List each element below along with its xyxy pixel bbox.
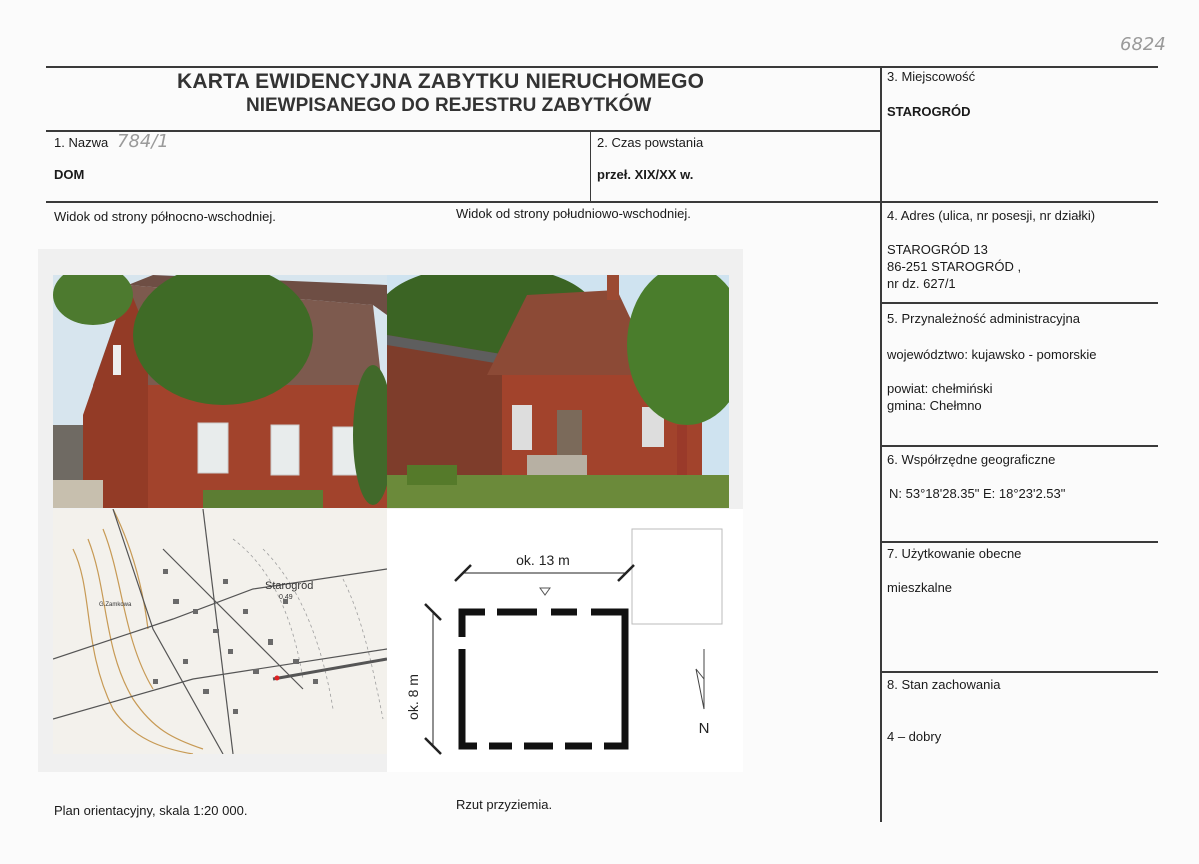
caption-map: Plan orientacyjny, skala 1:20 000.	[54, 803, 248, 818]
date-value: przeł. XIX/XX w.	[597, 167, 694, 182]
admin-label: 5. Przynależność administracyjna	[887, 311, 1080, 326]
name-value: DOM	[54, 167, 85, 182]
date-label: 2. Czas powstania	[597, 135, 704, 150]
condition-value: 4 – dobry	[887, 729, 942, 744]
place-value: STAROGRÓD	[887, 104, 971, 119]
card-title-line1: KARTA EWIDENCYJNA ZABYTKU NIERUCHOMEGO	[177, 70, 705, 93]
ground-plan	[387, 509, 743, 772]
row-divider-use	[882, 671, 1158, 673]
photo-north-east-view	[53, 275, 387, 508]
map-overview	[53, 509, 387, 754]
use-label: 7. Użytkowanie obecne	[887, 546, 1022, 561]
name-label: 1. Nazwa	[54, 135, 109, 150]
address-label: 4. Adres (ulica, nr posesji, nr działki)	[887, 208, 1096, 223]
top-border	[46, 66, 1158, 68]
name-handwritten: 784/1	[117, 131, 169, 152]
north-label: N	[698, 720, 710, 737]
map-height-label: 0.49	[279, 594, 293, 601]
plan-width-label: ok. 13 m	[516, 552, 570, 568]
coords-label: 6. Współrzędne geograficzne	[887, 452, 1056, 467]
admin-commune: gmina: Chełmno	[887, 398, 982, 413]
row-divider-1	[46, 201, 1158, 203]
photo-south-east-view	[387, 275, 729, 508]
admin-county: powiat: chełmiński	[887, 381, 993, 396]
name-date-divider	[590, 131, 591, 201]
card-title-line2: NIEWPISANEGO DO REJESTRU ZABYTKÓW	[246, 95, 652, 116]
coords-value: N: 53°18'28.35" E: 18°23'2.53"	[889, 486, 1066, 501]
caption-plan: Rzut przyziemia.	[456, 797, 553, 812]
use-value: mieszkalne	[887, 580, 953, 595]
title-divider	[46, 130, 880, 132]
address-line3: nr dz. 627/1	[887, 276, 956, 291]
row-divider-admin	[882, 445, 1158, 447]
corner-number: 6824	[1120, 34, 1166, 55]
caption-view-ne: Widok od strony północno-wschodniej.	[54, 209, 276, 224]
map-town-label: Starogród	[265, 580, 314, 592]
map-street-label: G.Zamkowa	[99, 602, 132, 608]
plan-depth-label: ok. 8 m	[405, 674, 421, 720]
image-panel	[38, 249, 743, 772]
admin-voivodeship: województwo: kujawsko - pomorskie	[887, 347, 1097, 362]
caption-view-se: Widok od strony południowo-wschodniej.	[456, 206, 691, 221]
address-line2: 86-251 STAROGRÓD ,	[887, 259, 1022, 274]
row-divider-address	[882, 302, 1158, 304]
row-divider-coords	[882, 541, 1158, 543]
place-label: 3. Miejscowość	[887, 69, 976, 84]
address-line1: STAROGRÓD 13	[887, 242, 988, 257]
right-column-divider	[880, 66, 882, 822]
condition-label: 8. Stan zachowania	[887, 677, 1001, 692]
